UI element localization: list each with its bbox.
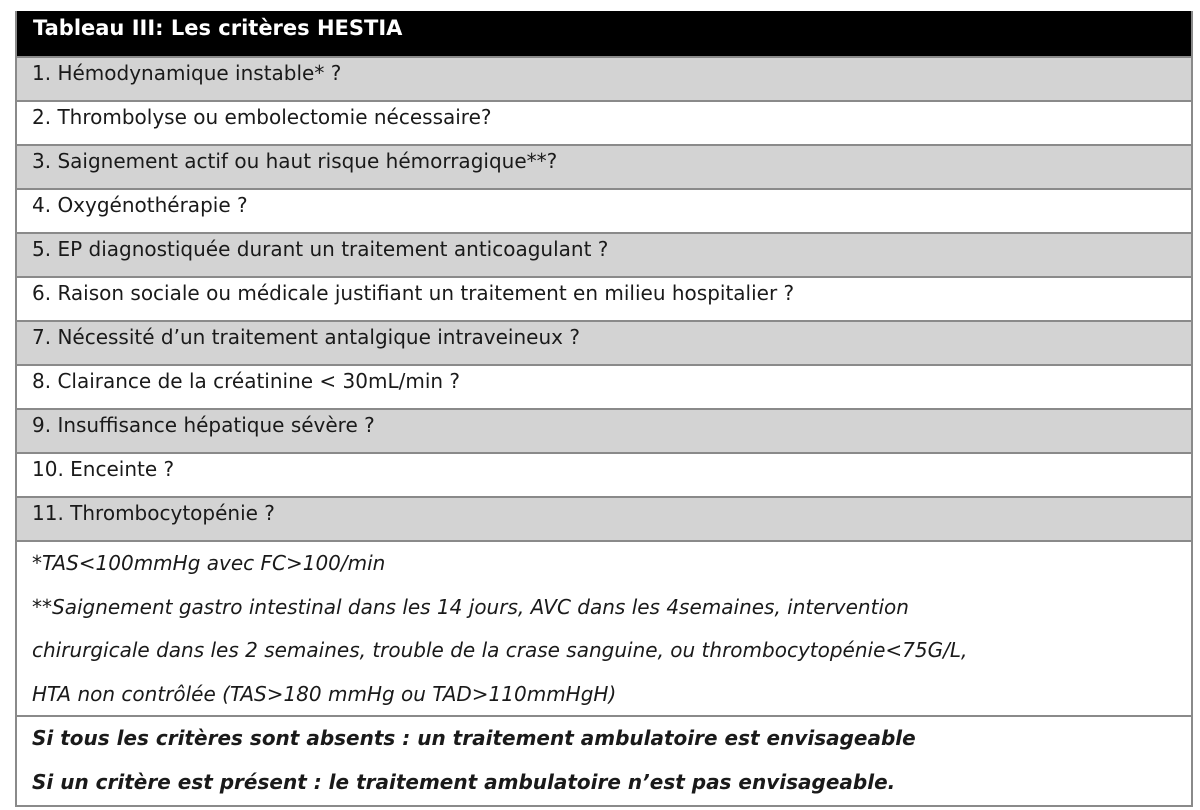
criterion-row-4: 4. Oxygénothérapie ? bbox=[17, 188, 1191, 232]
conclusion-line-2: Si un critère est présent : le traitement ambulatoire n’est pas envisageable. bbox=[32, 769, 896, 794]
footnote-line-4: HTA non contrôlée (TAS>180 mmHg ou TAD>110mmHgH) bbox=[32, 681, 617, 706]
conclusion-line-1: Si tous les critères sont absents : un traitement ambulatoire est envisageable bbox=[32, 726, 916, 750]
criterion-row-10: 10. Enceinte ? bbox=[17, 452, 1191, 496]
footnote-line-1: *TAS<100mmHg avec FC>100/min bbox=[32, 551, 386, 575]
footnote-line-2: **Saignement gastro intestinal dans les 14 jours, AVC dans les 4semaines, intervention bbox=[32, 594, 909, 619]
footnotes bbox=[17, 540, 1191, 715]
criterion-row-6: 6. Raison sociale ou médicale justifiant un traitement en milieu hospitalier ? bbox=[17, 276, 1191, 320]
conclusion bbox=[17, 715, 1191, 805]
criterion-row-9: 9. Insuffisance hépatique sévère ? bbox=[17, 408, 1191, 452]
criterion-row-1: 1. Hémodynamique instable* ? bbox=[17, 56, 1191, 100]
footnote-line-3: chirurgicale dans les 2 semaines, trouble de la crase sanguine, ou thrombocytopénie<75G/L, bbox=[32, 638, 968, 662]
criterion-row-2: 2. Thrombolyse ou embolectomie nécessaire? bbox=[17, 100, 1191, 144]
criterion-row-5: 5. EP diagnostiquée durant un traitement anticoagulant ? bbox=[17, 232, 1191, 276]
criterion-row-7: 7. Nécessité d’un traitement antalgique intraveineux ? bbox=[17, 320, 1191, 364]
criterion-row-3: 3. Saignement actif ou haut risque hémorragique**? bbox=[17, 144, 1191, 188]
table-title: Tableau III: Les critères HESTIA bbox=[17, 11, 1191, 56]
hestia-table bbox=[15, 11, 1193, 807]
criterion-row-8: 8. Clairance de la créatinine < 30mL/min ? bbox=[17, 364, 1191, 408]
criterion-row-11: 11. Thrombocytopénie ? bbox=[17, 496, 1191, 540]
